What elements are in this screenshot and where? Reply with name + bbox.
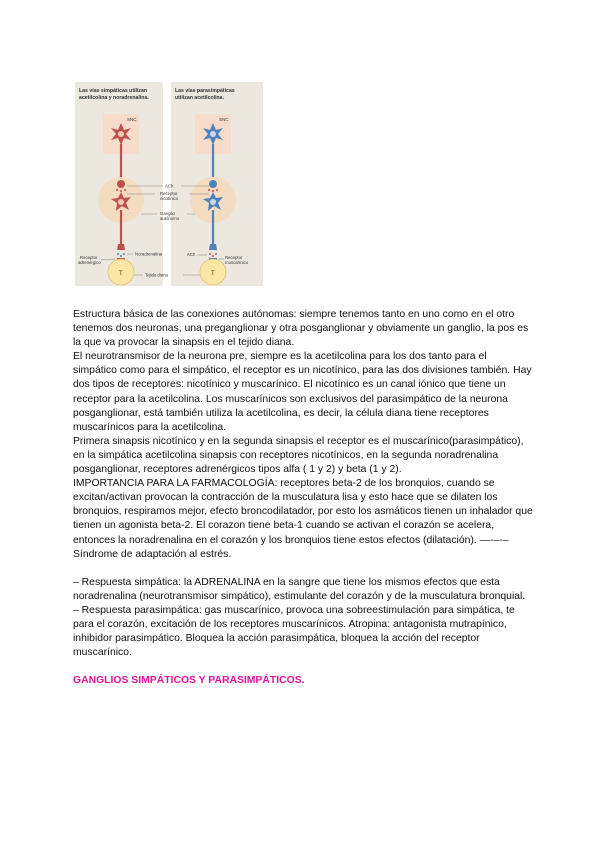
paragraph-neurotransmitter: El neurotransmisor de la neurona pre, siempre es la acetilcolina para los dos tanto para el simpático como para el simpático, el receptor es un nicotínico, para las dos divisiones también. Hay dos tipos de receptores: nicotínico y muscarínico. El nicotínico es un canal iónico que tiene un receptor para la acetilcolina. Los muscarínicos son exclusivos del parasimpático de la neurona posganglionar, está también utiliza la acetilcolina, es decir, la célula diana tiene receptores muscarínicos para la acetilcolina. xyxy=(73,351,532,433)
target-label-left: T xyxy=(119,271,123,277)
nicotinic-receptor-label-line2: nicotínico xyxy=(160,196,179,201)
adrenergic-receptor-label-line1: Receptor xyxy=(80,255,98,260)
paragraph-parasympathetic-response: – Respuesta parasimpática: gas muscarínico, provoca una sobreestimulación para simpática, te para el corazón, excitación de los receptores muscarínicos. Atropina: antagonista mutrapínico, inhibidor parasimpático. Bloquea la acción parasimpática, bloquea la acción del receptor muscarínico. xyxy=(73,604,515,659)
paragraph-sympathetic-response: – Respuesta simpática: la ADRENALINA en la sangre que tiene los mismos efectos que esta noradrenalina (neurotransmisor simpático), estimulante del corazón y de la musculatura bronquial. xyxy=(73,576,526,602)
target-label-right: T xyxy=(211,271,215,277)
sympathetic-title-line1: Las vías simpáticas utilizan xyxy=(79,88,148,94)
paragraph-structure: Estructura básica de las conexiones autónomas: siempre tenemos tanto en uno como en el otro tenemos dos neuronas, una preganglionar y otra posganglionar y obviamente un ganglio, la pos es la que va provocar la sinapsis en el tejido diana. xyxy=(73,309,529,349)
muscarinic-receptor-label-line2: muscarínico xyxy=(225,260,249,265)
section-heading: GANGLIOS SIMPÁTICOS Y PARASIMPÁTICOS. xyxy=(73,675,305,687)
spacer xyxy=(73,562,533,576)
adrenergic-receptor-label-line2: adrenérgico xyxy=(78,260,101,265)
ganglion-label-line1: Ganglio xyxy=(160,211,175,216)
sympathetic-title-line2: acetilcolina y noradrenalina. xyxy=(79,95,149,101)
autonomic-pathways-figure xyxy=(75,82,267,290)
snc-label-left: SNC xyxy=(127,117,137,122)
paragraph-pharmacology: IMPORTANCIA PARA LA FARMACOLOGÍA: receptores beta-2 de los bronquios, cuando se excitan/activan provocan la contracción de la musculatura lisa y esto hace que se dilaten los bronquios, respiramos mejor, efecto broncodilatador, por esto los asmáticos tienen un inhalador que tienen un agonista beta-2. El corazon tiene beta-1 cuando se activan el corazón se acelera, entonces la noradrenalina en el corazón y los bronquios tiene estos efectos (dilatación). —-–-–Síndrome de adaptación al estrés. xyxy=(73,478,533,560)
document-body xyxy=(73,308,533,688)
snc-label-right: SNC xyxy=(219,117,229,122)
ach-label: ACh xyxy=(165,183,174,189)
parasympathetic-title-line1: Las vías parasimpáticas xyxy=(175,88,235,94)
parasympathetic-title-line2: utilizan acetilcolina. xyxy=(175,95,225,101)
ach-bottom-label: ACh xyxy=(187,252,196,257)
target-tissue-label: Tejido diana xyxy=(145,272,168,278)
ganglion-label-line2: autónomo xyxy=(160,216,180,221)
nicotinic-receptor-label-line1: Receptor xyxy=(160,191,178,196)
paragraph-synapses: Primera sinapsis nicotínico y en la segunda sinapsis el receptor es el muscarínico(parasimpático), en la simpática acetilcolina sinapsis con receptores nicotínicos, en la segunda noradrenalina posganglionar, receptores adrenérgicos tipos alfa ( 1 y 2) y beta (1 y 2). xyxy=(73,435,524,476)
muscarinic-receptor-label-line1: Receptor xyxy=(225,255,243,260)
noradrenaline-label: Noradrenalina xyxy=(135,251,162,257)
